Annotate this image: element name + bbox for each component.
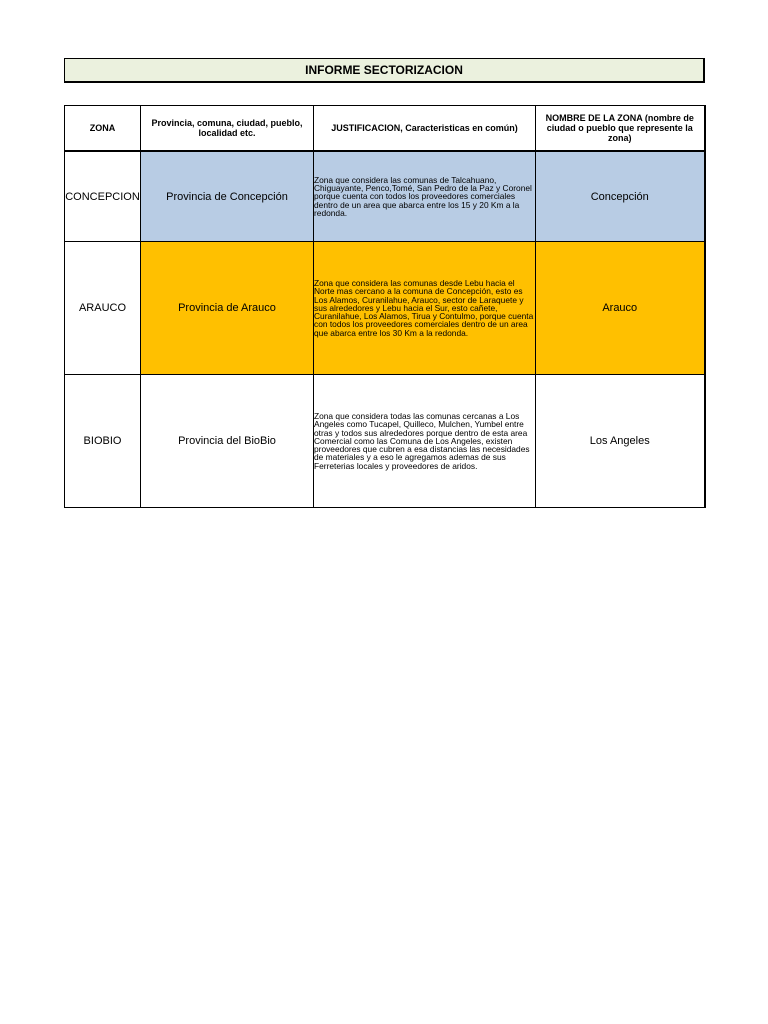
report-title: INFORME SECTORIZACION bbox=[64, 58, 705, 83]
zona-cell: CONCEPCION bbox=[65, 151, 141, 242]
justificacion-cell: Zona que considera las comunas de Talcahuano, Chiguayante, Penco,Tomé, San Pedro de la Paz y Coronel porque cuenta con todos los proveedores comerciales dentro de un area que abarca entre los 15 y 20 Km a la redonda. bbox=[314, 151, 536, 242]
zona-cell: ARAUCO bbox=[65, 242, 141, 375]
header-justificacion: JUSTIFICACION, Caracteristicas en común) bbox=[314, 106, 536, 152]
provincia-cell: Provincia de Concepción bbox=[141, 151, 314, 242]
header-provincia: Provincia, comuna, ciudad, pueblo, localidad etc. bbox=[141, 106, 314, 152]
justificacion-cell: Zona que considera las comunas desde Lebu hacia el Norte mas cercano a la comuna de Concepción, esto es Los Alamos, Curanilahue, Arauco, sector de Laraquete y sus alrededores y Lebu hacia el Sur, esto cañete, Curanilahue, Los Alamos, Tirua y Contulmo, porque cuenta con todos los proveedores comerciales dentro de un area que abarca entre los 30 Km a la redonda. bbox=[314, 242, 536, 375]
table-row bbox=[65, 375, 705, 508]
table-row bbox=[65, 242, 705, 375]
provincia-cell: Provincia de Arauco bbox=[141, 242, 314, 375]
header-zona: ZONA bbox=[65, 106, 141, 152]
provincia-cell: Provincia del BioBio bbox=[141, 375, 314, 508]
table-row bbox=[65, 151, 705, 242]
header-nombre-zona: NOMBRE DE LA ZONA (nombre de ciudad o pueblo que represente la zona) bbox=[536, 106, 705, 152]
justificacion-cell: Zona que considera todas las comunas cercanas a Los Angeles como Tucapel, Quilleco, Mulchen, Yumbel entre otras y todos sus alrededores porque dentro de esta area Comercial como las Comuna de Los Angeles, existen proveedores que cubren a esa distancias las necesidades de materiales y a eso le agregamos ademas de sus Ferreterias locales y proveedores de aridos. bbox=[314, 375, 536, 508]
nombre-zona-cell: Arauco bbox=[536, 242, 705, 375]
header-row bbox=[65, 106, 705, 152]
sector-table bbox=[64, 105, 706, 508]
nombre-zona-cell: Concepción bbox=[536, 151, 705, 242]
zona-cell: BIOBIO bbox=[65, 375, 141, 508]
nombre-zona-cell: Los Angeles bbox=[536, 375, 705, 508]
